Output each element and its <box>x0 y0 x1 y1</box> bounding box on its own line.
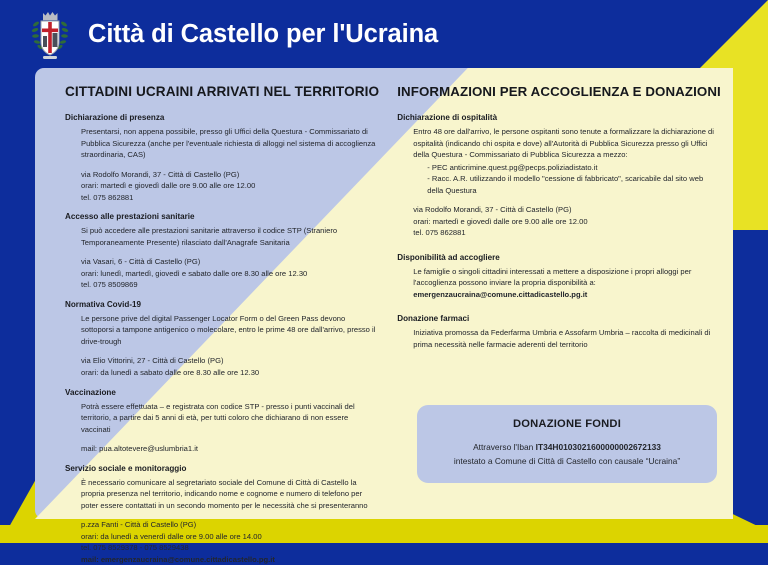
section-accesso-prestazioni-sanitarie <box>65 212 379 291</box>
section-title: Dichiarazione di presenza <box>65 113 165 122</box>
section-title: Disponibilità ad accogliere <box>397 252 500 262</box>
contact-line: tel. 075 862881 <box>413 228 466 238</box>
donation-causale-line <box>427 455 707 468</box>
section-paragraph: È necessario comunicare al segretariato sociale del Comune di Città di Castello la propria presenza nel territorio, indicando nome e cognome e numero di telefono per poter essere contattati in un secondo momento per le necessità che si presenteranno <box>81 477 368 510</box>
bullet-item-raccomandata: - Racc. A.R. utilizzando il modello "cessione di fabbricato", scaricabile dal sito web della Questura <box>427 174 704 195</box>
section-title: Vaccinazione <box>65 387 116 397</box>
contact-line: orari: da lunedì a sabato dalle ore 8.30 alle ore 12.30 <box>81 367 260 377</box>
contact-line: p.zza Fanti - Città di Castello (PG) <box>81 520 197 530</box>
section-normativa-covid-19 <box>65 300 379 379</box>
section-title: Normativa Covid-19 <box>65 299 142 309</box>
section-title: Servizio sociale e monitoraggio <box>65 463 187 473</box>
left-column <box>47 78 387 564</box>
section-paragraph: Le famiglie o singoli cittadini interessati a mettere a disposizione i propri alloggi per l'accoglienza possono inviare la propria disponibilità a: <box>413 266 692 288</box>
city-coat-of-arms-icon <box>28 6 72 62</box>
poster-header <box>0 0 768 68</box>
section-title: Accesso alle prestazioni sanitarie <box>65 212 195 222</box>
donation-iban-line <box>427 441 707 454</box>
section-title: Donazione farmaci <box>397 314 470 324</box>
section-paragraph: Presentarsi, non appena possibile, presso gli Uffici della Questura - Commissariato di Pubblica Sicurezza (anche per l'eventuale richiesta di alloggi nel sistema di accoglienza straordinaria, CAS) <box>81 127 376 160</box>
donation-causale-prefix: intestato a Comune di Città di Castello con causale <box>453 455 646 466</box>
section-title: Dichiarazione di ospitalità <box>397 113 498 122</box>
section-vaccinazione <box>65 388 379 455</box>
contact-line: tel. 075 8529378 - 075 8529438 <box>81 543 189 553</box>
right-column-heading: INFORMAZIONI PER ACCOGLIENZA E DONAZIONI <box>397 84 721 99</box>
section-servizio-sociale-monitoraggio <box>65 464 379 565</box>
section-paragraph: Iniziativa promossa da Federfarma Umbria e Assofarm Umbria – raccolta di medicinali di prima necessità nelle farmacie aderenti del territorio <box>413 328 711 349</box>
contact-line: via Rodolfo Morandi, 37 - Città di Castello (PG) <box>413 205 572 215</box>
donation-box-title: DONAZIONE FONDI <box>512 418 622 431</box>
page-title: Città di Castello per l'Ucraina <box>88 19 439 48</box>
contact-email[interactable]: mail: pua.altotevere@uslumbria1.it <box>81 444 199 454</box>
contact-line: via Vasari, 6 - Città di Castello (PG) <box>81 257 201 267</box>
contact-line: via Elio Vittorini, 27 - Città di Castello (PG) <box>81 356 224 366</box>
contact-line: tel. 075 862881 <box>81 192 134 202</box>
bullet-list <box>413 162 719 197</box>
contact-email[interactable]: emergenzaucraina@comune.cittadicastello.pg.it <box>413 289 588 299</box>
contact-email[interactable]: mail: emergenzaucraina@comune.cittadicastello.pg.it <box>81 554 275 564</box>
content-card <box>35 68 733 564</box>
contact-line: orari: lunedì, martedì, giovedì e sabato dalle ore 8.30 alle ore 12.30 <box>81 268 308 278</box>
contact-line: orari: martedì e giovedì dalle ore 9.00 alle ore 12.00 <box>413 216 588 226</box>
section-dichiarazione-di-ospitalita <box>397 113 719 239</box>
contact-line: orari: martedì e giovedì dalle ore 9.00 alle ore 12.00 <box>81 181 256 191</box>
left-column-heading: CITTADINI UCRAINI ARRIVATI NEL TERRITORIO <box>65 84 380 99</box>
section-paragraph: Le persone prive del digital Passenger Locator Form o del Green Pass devono sottoporsi a tampone antigenico o molecolare, entro le prime 48 ore dall'arrivo, presso il drive-trough <box>81 313 376 346</box>
section-dichiarazione-di-presenza <box>65 113 379 203</box>
section-paragraph: Potrà essere effettuata – e registrata con codice STP - presso i punti vaccinali del territorio, a partire dai 5 anni di età, per tutti coloro che dichiarano di non essere vaccinati <box>81 401 355 434</box>
contact-line: orari: da lunedì a venerdì dalle ore 9.00 alle ore 14.00 <box>81 531 262 541</box>
donation-causale-value: “Ucraina” <box>645 455 681 466</box>
contact-line: via Rodolfo Morandi, 37 - Città di Castello (PG) <box>81 169 240 179</box>
bullet-item-pec[interactable]: - PEC anticrimine.quest.pg@pecps.poliziadistato.it <box>427 162 598 172</box>
section-disponibilita-ad-accogliere <box>397 253 719 301</box>
section-paragraph: Entro 48 ore dall'arrivo, le persone ospitanti sono tenute a formalizzare la dichiarazione di ospitalità (indicando chi ospita e dove) all'Autorità di Pubblica Sicurezza presso gli Uffici della Questura - Commissariato di Pubblica Sicurezza a mezzo: <box>413 127 714 160</box>
donation-iban-prefix: Attraverso l'Iban <box>473 442 536 453</box>
section-paragraph: Si può accedere alle prestazioni sanitarie attraverso il codice STP (Straniero Temporaneamente Presente) rilasciato dall'Anagrafe Sanitaria <box>81 226 338 247</box>
donation-fund-box <box>417 405 717 483</box>
section-donazione-farmaci <box>397 314 719 350</box>
contact-line: tel. 075 8509869 <box>81 280 138 290</box>
donation-iban-value[interactable]: IT34H0103021600000002672133 <box>535 442 661 453</box>
